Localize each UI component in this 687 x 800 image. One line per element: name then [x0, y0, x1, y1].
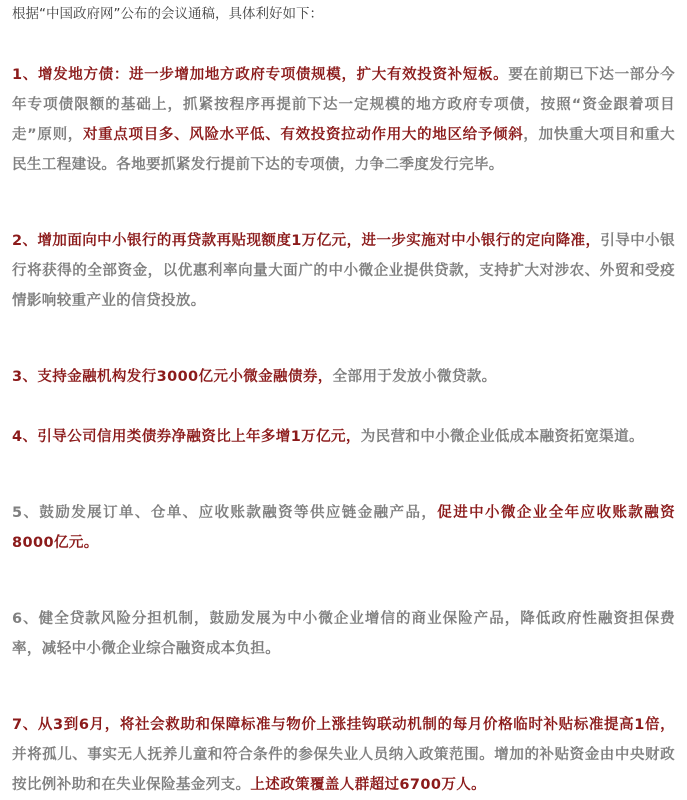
item-number: 6、	[12, 611, 39, 627]
item-segment: 为民营和中小微企业低成本融资拓宽渠道。	[360, 429, 644, 445]
item-segment: 引导中小银行将获得的全部资金，以优惠利率向量大面广的中小微企业提供贷款，支持扩大对涉农、外贸和受疫情影响较重产业的信贷投放。	[12, 233, 675, 309]
item-segment: 增加面向中小银行的再贷款再贴现额度1万亿元，进一步实施对中小银行的定向降准，	[37, 233, 601, 249]
policy-item-5	[12, 498, 675, 558]
policy-item-6	[12, 604, 675, 664]
item-number: 1、	[12, 67, 38, 83]
item-segment: 要在前期已下达一部分今年专项债限额的基础上，抓紧按程序再提前下达一定规模的地方政府专项债，按照“资金跟着项目走”原则，	[12, 67, 676, 143]
item-segment: ，加快重大项目和重大民生工程建设。各地要抓紧发行提前下达的专项债，力争二季度发行完毕。	[12, 127, 675, 173]
item-segment: 健全贷款风险分担机制，鼓励发展为中小微企业增信的商业保险产品，降低政府性融资担保费率，减轻中小微企业综合融资成本负担。	[12, 611, 675, 657]
item-segment: 引导公司信用类债券净融资比上年多增1万亿元，	[37, 429, 361, 445]
item-segment: 并将孤儿、事实无人抚养儿童和符合条件的参保失业人员纳入政策范围。增加的补贴资金由中央财政按比例补助和在失业保险基金列支。	[12, 747, 675, 793]
item-segment: 增发地方债：进一步增加地方政府专项债规模，扩大有效投资补短板。	[37, 67, 509, 83]
item-segment: 上述政策覆盖人群超过6700万人。	[250, 777, 487, 793]
item-segment: 促进中小微企业全年应收账款融资8000亿元。	[12, 505, 676, 551]
policy-item-4	[12, 422, 675, 452]
policy-item-2	[12, 226, 675, 316]
item-segment: 从3到6月，将社会救助和保障标准与物价上涨挂钩联动机制的每月价格临时补贴标准提高1倍，	[37, 717, 676, 733]
policy-item-3	[12, 362, 675, 392]
item-number: 4、	[12, 429, 38, 445]
item-segment: 对重点项目多、风险水平低、有效投资拉动作用大的地区给予倾斜	[82, 127, 524, 143]
item-segment: 全部用于发放小微贷款。	[332, 369, 497, 385]
item-number: 2、	[12, 233, 38, 249]
intro-text: 根据“中国政府网”公布的会议通稿，具体利好如下：	[12, 6, 323, 22]
item-number: 7、	[12, 717, 38, 733]
policy-item-1	[12, 60, 675, 180]
item-segment: 支持金融机构发行3000亿元小微金融债券，	[37, 369, 333, 385]
policy-item-7	[12, 710, 675, 800]
item-number: 3、	[12, 369, 38, 385]
item-segment: 鼓励发展订单、仓单、应收账款融资等供应链金融产品，	[39, 505, 438, 521]
item-number: 5、	[12, 505, 40, 521]
